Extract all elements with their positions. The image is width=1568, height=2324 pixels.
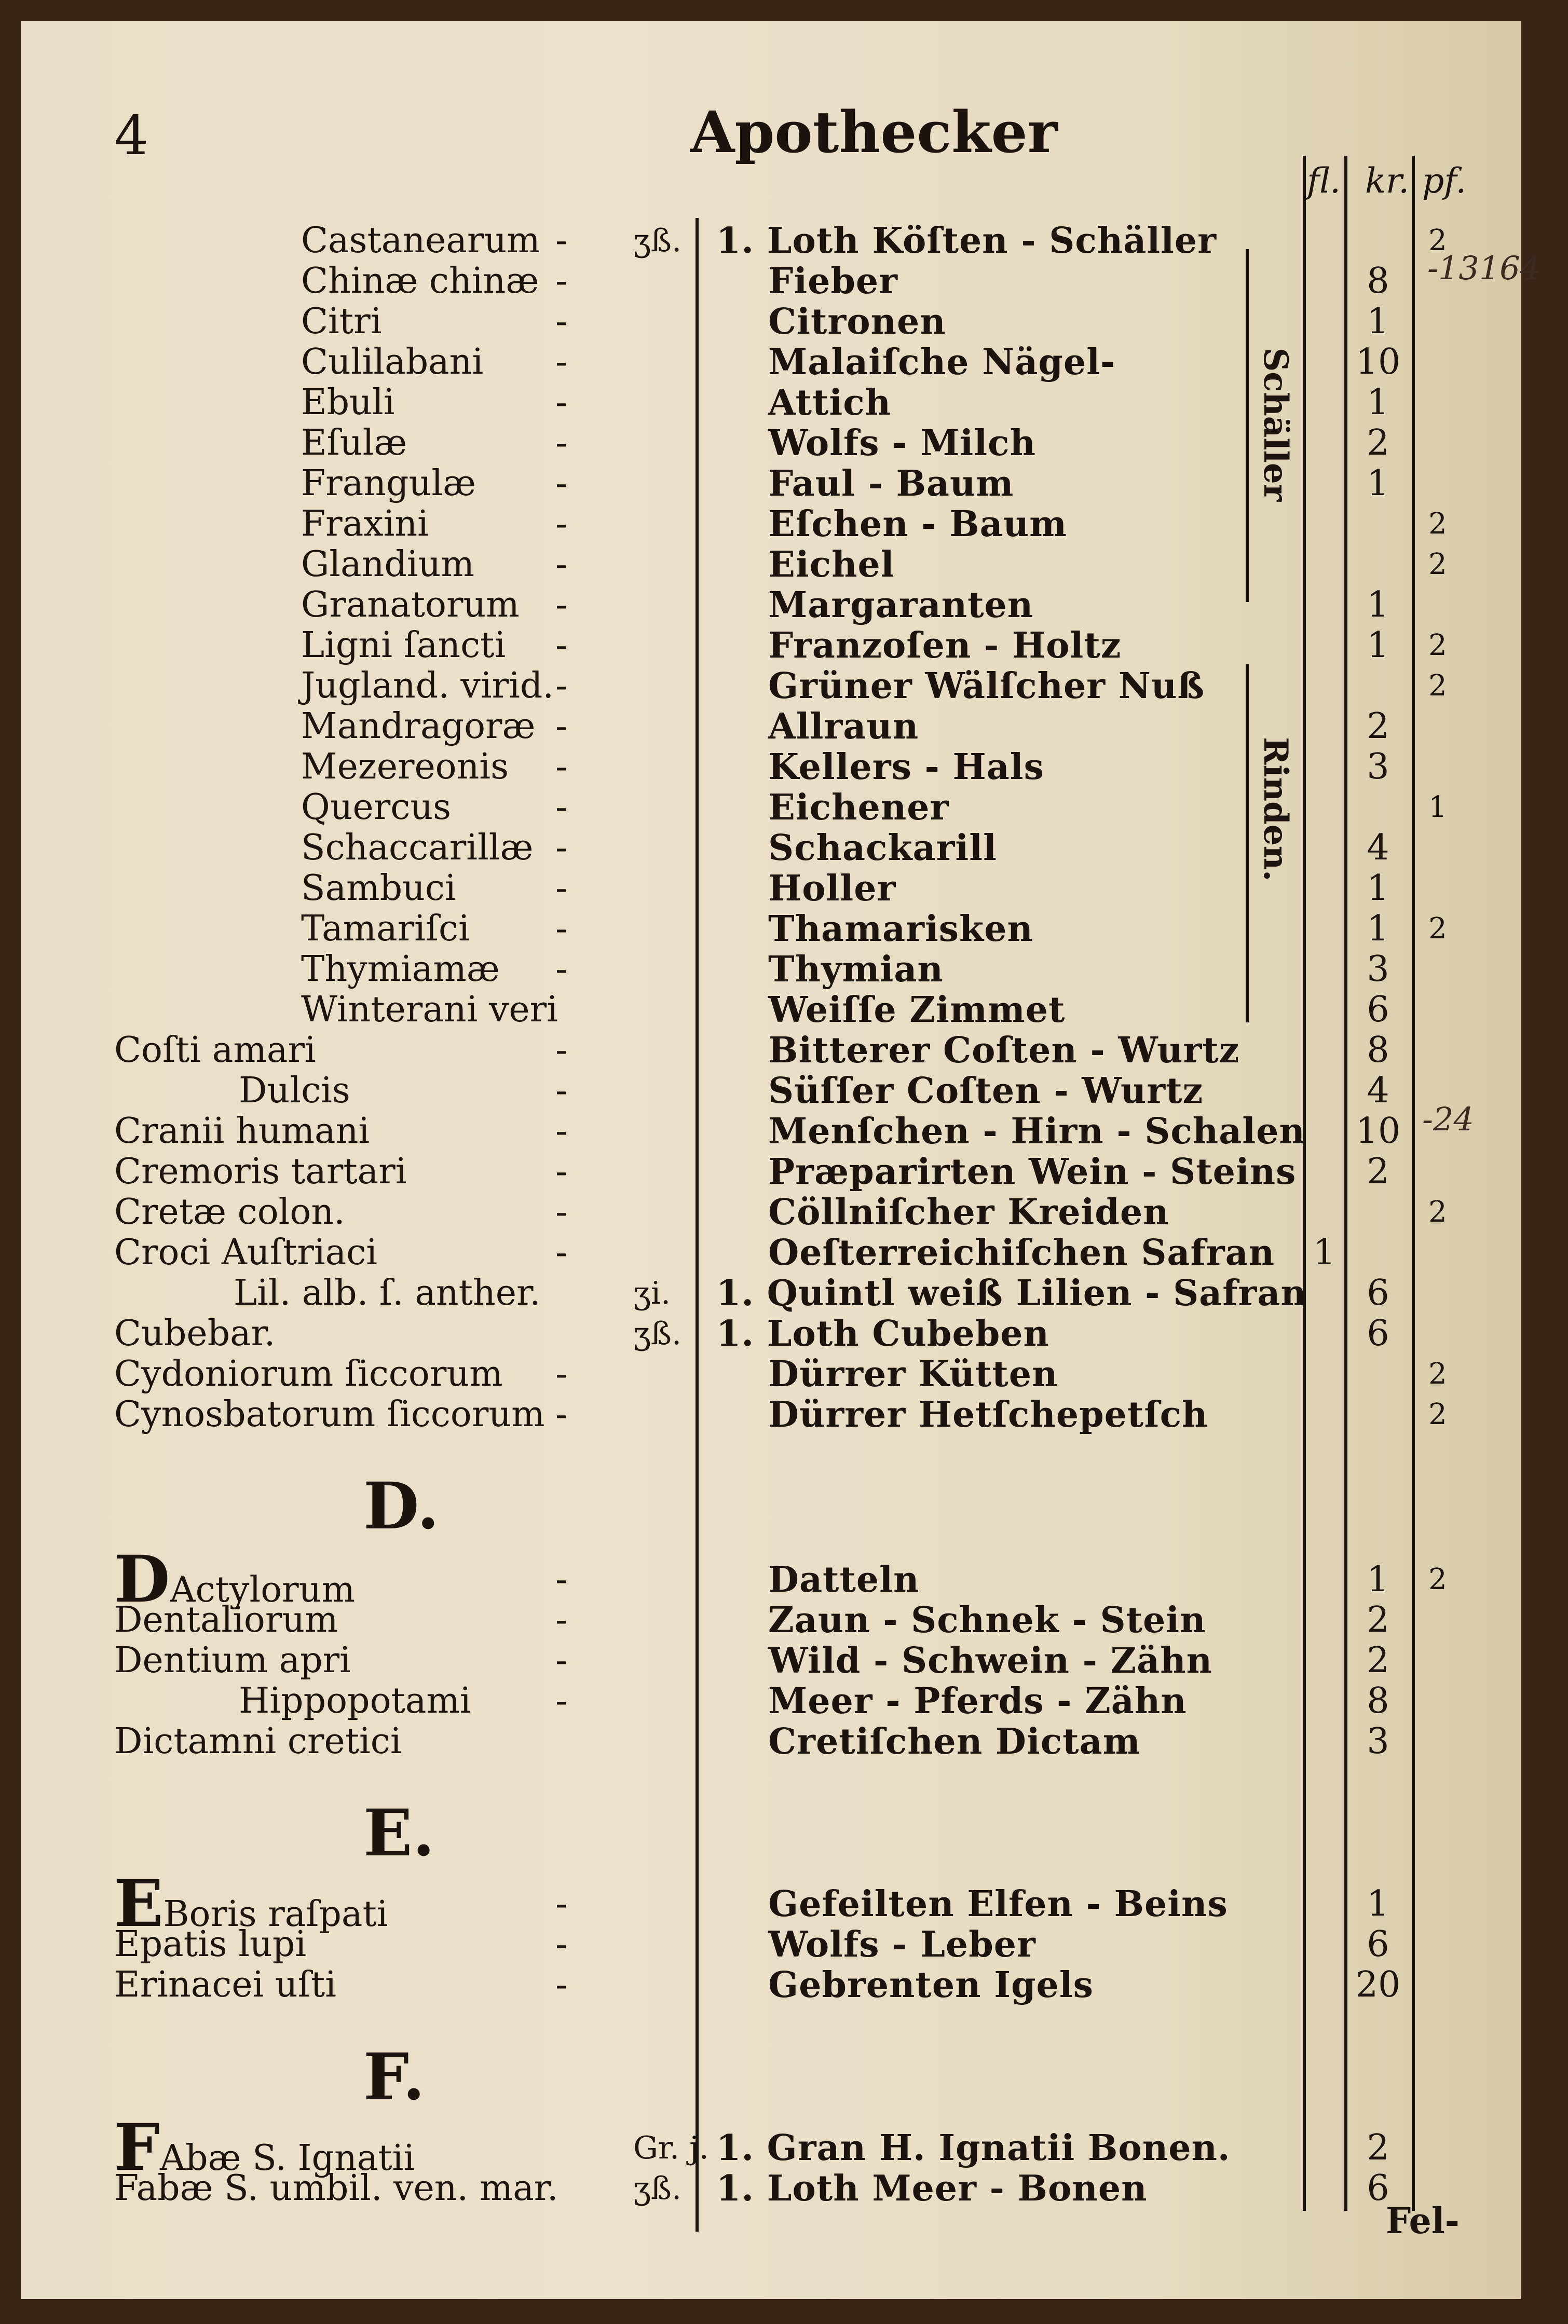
column-head-fl: fl. xyxy=(1307,161,1341,201)
latin-name: Culilabani xyxy=(301,341,484,382)
book-page xyxy=(21,21,1541,2299)
german-name: Eichener xyxy=(768,787,949,828)
latin-name: Fabæ S. umbil. ven. mar. xyxy=(114,2168,558,2209)
list-item: Granatorum - Margaranten 1 xyxy=(21,585,1521,625)
section-heading-d: D. xyxy=(363,1469,440,1544)
german-name: Allraun xyxy=(768,706,919,747)
german-name: Thamarisken xyxy=(768,908,1033,950)
list-item: Culilabani - Malaiſche Nägel- 10 xyxy=(21,342,1521,382)
list-item xyxy=(21,990,1521,1030)
page-number: 4 xyxy=(114,104,149,167)
latin-name: Dentaliorum xyxy=(114,1600,338,1641)
latin-name: Cydoniorum ſiccorum xyxy=(114,1354,503,1395)
latin-name: Actylorum xyxy=(170,1569,355,1610)
german-name: Citronen xyxy=(768,301,946,343)
latin-name: Cranii humani xyxy=(114,1111,370,1152)
latin-name: Dentium apri xyxy=(114,1640,351,1681)
list-item: Cremoris tartari - Præparirten Wein - Steins 2 xyxy=(21,1152,1521,1192)
price-pf: 2 xyxy=(1428,1357,1447,1391)
handwritten-note: -24 xyxy=(1422,1100,1474,1138)
german-name: Gefeilten Elfen - Beins xyxy=(768,1883,1228,1925)
latin-name: Cretæ colon. xyxy=(114,1192,345,1233)
latin-name: Tamariſci xyxy=(301,908,470,949)
list-item: Mandragoræ - Allraun 2 xyxy=(21,706,1521,747)
latin-name: Mandragoræ xyxy=(301,706,536,747)
price-kr: 1 xyxy=(1367,1883,1389,1924)
price-fl: 1 xyxy=(1313,1232,1336,1273)
list-item: Glandium - Eichel 2 xyxy=(21,544,1521,585)
list-item: Frangulæ - Faul - Baum 1 xyxy=(21,463,1521,504)
list-item: Chinæ chinæ - Fieber 8 xyxy=(21,261,1521,302)
price-kr: 1 xyxy=(1367,625,1389,666)
column-head-pf: pf. xyxy=(1422,161,1467,201)
latin-name: Fraxini xyxy=(301,503,429,544)
latin-name: Coſti amari xyxy=(114,1030,316,1071)
price-pf: 1 xyxy=(1428,790,1447,824)
german-name: Meer - Pferds - Zähn xyxy=(768,1680,1187,1722)
german-name: Wolfs - Leber xyxy=(768,1924,1036,1965)
price-pf: 2 xyxy=(1428,628,1447,662)
price-kr: 6 xyxy=(1367,1924,1389,1965)
latin-name: Eſulæ xyxy=(301,422,407,463)
price-pf: 2 xyxy=(1428,1563,1447,1596)
german-name: Attich xyxy=(768,382,892,423)
list-item: Citri - Citronen 1 xyxy=(21,302,1521,342)
price-pf: 2 xyxy=(1428,1398,1447,1431)
german-name: 1. Loth Meer - Bonen xyxy=(716,2168,1148,2209)
brace-label-schaeller: Schäller xyxy=(1256,348,1295,502)
latin-name: Jugland. virid. xyxy=(301,665,554,706)
german-name: Gebrenten Igels xyxy=(768,1964,1094,2006)
list-item: Erinacei uſti - Gebrenten Igels 20 xyxy=(21,1965,1521,2005)
quantity: ʒi. xyxy=(633,1275,671,1311)
running-head: Apothecker xyxy=(690,99,1058,166)
list-item: Castanearum - ʒß. 1. Loth Köſten - Schäller 2 xyxy=(21,221,1521,261)
price-kr: 6 xyxy=(1367,989,1389,1030)
latin-name: Granatorum xyxy=(301,584,520,625)
german-name: Wild - Schwein - Zähn xyxy=(768,1640,1213,1682)
price-kr: 6 xyxy=(1367,1273,1389,1314)
list-item: Ligni ſancti - Franzoſen - Holtz 1 2 xyxy=(21,625,1521,666)
german-name: Wolfs - Milch xyxy=(768,422,1036,464)
latin-name: Ebuli xyxy=(301,382,395,423)
price-pf: 2 xyxy=(1428,912,1447,946)
list-item: Fraxini - Eſchen - Baum 2 xyxy=(21,504,1521,544)
price-kr: 1 xyxy=(1367,463,1389,504)
latin-name: Chinæ chinæ xyxy=(301,261,539,302)
german-name: Weiſſe Zimmet xyxy=(768,989,1066,1031)
price-kr: 20 xyxy=(1355,1964,1401,2005)
quantity: ʒß. xyxy=(633,1316,682,1352)
german-name: Franzoſen - Holtz xyxy=(768,625,1122,666)
latin-name: Ligni ſancti xyxy=(301,625,506,666)
list-item: Sambuci - Holler 1 xyxy=(21,868,1521,909)
german-name: Faul - Baum xyxy=(768,463,1014,504)
german-name: 1. Gran H. Ignatii Bonen. xyxy=(716,2127,1231,2169)
latin-name: Mezereonis xyxy=(301,746,509,787)
price-kr: 8 xyxy=(1367,1680,1389,1721)
list-item: Tamariſci - Thamarisken 1 2 xyxy=(21,909,1521,949)
latin-name: Cremoris tartari xyxy=(114,1151,407,1192)
price-kr: 1 xyxy=(1367,301,1389,342)
price-kr: 2 xyxy=(1367,1640,1389,1681)
german-name: Zaun - Schnek - Stein xyxy=(768,1600,1206,1641)
list-item: Dentaliorum - Zaun - Schnek - Stein 2 xyxy=(21,1600,1521,1641)
german-name: Oeſterreichiſchen Safran xyxy=(768,1232,1275,1274)
price-kr: 6 xyxy=(1367,2168,1389,2209)
list-item xyxy=(21,1314,1521,1354)
list-item: Cretæ colon. - Cöllniſcher Kreiden 2 xyxy=(21,1192,1521,1233)
latin-name: Cynosbatorum ſiccorum xyxy=(114,1394,545,1435)
drop-initial: F xyxy=(114,2110,160,2185)
price-kr: 2 xyxy=(1367,1600,1389,1641)
list-item: Dentium apri - Wild - Schwein - Zähn 2 xyxy=(21,1641,1521,1681)
german-name: 1. Loth Köſten - Schäller xyxy=(716,220,1217,262)
latin-name: Epatis lupi xyxy=(114,1924,307,1965)
price-kr: 2 xyxy=(1367,706,1389,747)
price-kr: 1 xyxy=(1367,868,1389,909)
latin-name: Citri xyxy=(301,301,382,342)
german-name: Menſchen - Hirn - Schalen xyxy=(768,1111,1305,1152)
list-item xyxy=(21,1273,1521,1314)
list-item: Cynosbatorum ſiccorum - Dürrer Hetſchepetſch 2 xyxy=(21,1395,1521,1435)
price-pf: 2 xyxy=(1428,224,1447,257)
column-head-kr: kr. xyxy=(1365,161,1410,201)
quantity: ʒß. xyxy=(633,223,682,259)
price-kr: 10 xyxy=(1355,341,1401,382)
german-name: Eſchen - Baum xyxy=(768,503,1068,545)
list-item: Coſti amari - Bitterer Coſten - Wurtz 8 xyxy=(21,1030,1521,1071)
latin-name: Frangulæ xyxy=(301,463,476,504)
list-item: Epatis lupi - Wolfs - Leber 6 xyxy=(21,1924,1521,1965)
german-name: Cöllniſcher Kreiden xyxy=(768,1192,1169,1233)
german-name: Margaranten xyxy=(768,584,1034,626)
handwritten-note: -13164 xyxy=(1427,249,1541,287)
list-item: Ebuli - Attich 1 xyxy=(21,382,1521,423)
list-item: Mezereonis - Kellers - Hals 3 xyxy=(21,747,1521,787)
list-item: Cranii humani - Menſchen - Hirn - Schalen 10 xyxy=(21,1111,1521,1152)
list-item: Hippopotami - Meer - Pferds - Zähn 8 xyxy=(21,1681,1521,1721)
list-item xyxy=(21,2110,1521,2185)
section-heading-f: F. xyxy=(363,2040,425,2115)
list-item: Jugland. virid. - Grüner Wälſcher Nuß 2 xyxy=(21,666,1521,706)
latin-name: Winterani veri xyxy=(301,989,558,1030)
german-name: Kellers - Hals xyxy=(768,746,1044,788)
list-item: Quercus - Eichener 1 xyxy=(21,787,1521,828)
list-item: Dulcis - Süſſer Coſten - Wurtz 4 xyxy=(21,1071,1521,1111)
list-item: EBoris raſpati - Gefeilten Elfen - Beins 1 xyxy=(21,1884,1521,1924)
price-kr: 6 xyxy=(1367,1313,1389,1354)
quantity: ʒß. xyxy=(633,2170,682,2207)
latin-name: Hippopotami xyxy=(239,1680,471,1721)
german-name: Grüner Wälſcher Nuß xyxy=(768,665,1205,707)
list-item: Thymiamæ - Thymian 3 xyxy=(21,949,1521,990)
price-kr: 2 xyxy=(1367,1151,1389,1192)
latin-name: Croci Auſtriaci xyxy=(114,1232,377,1273)
price-pf: 2 xyxy=(1428,1195,1447,1229)
price-kr: 2 xyxy=(1367,2127,1389,2168)
list-item xyxy=(21,2168,1521,2209)
german-name: Datteln xyxy=(768,1559,920,1601)
catchword: Fel- xyxy=(1386,2200,1460,2242)
drop-initial: E xyxy=(114,1866,163,1942)
latin-name: Glandium xyxy=(301,544,474,585)
price-kr: 2 xyxy=(1367,422,1389,463)
price-pf: 2 xyxy=(1428,548,1447,581)
price-kr: 4 xyxy=(1367,827,1389,868)
price-kr: 3 xyxy=(1367,949,1389,990)
german-name: Holler xyxy=(768,868,896,909)
brace-label-rinden: Rinden. xyxy=(1256,737,1295,882)
latin-name: Lil. alb. ſ. anther. xyxy=(234,1273,541,1314)
list-item: Schaccarillæ - Schackarill 4 xyxy=(21,828,1521,868)
german-name: Cretiſchen Dictam xyxy=(768,1721,1141,1762)
german-name: Præparirten Wein - Steins xyxy=(768,1151,1297,1193)
list-item: Eſulæ - Wolfs - Milch 2 xyxy=(21,423,1521,463)
list-item: DActylorum - Datteln 1 2 xyxy=(21,1560,1521,1600)
latin-name: Sambuci xyxy=(301,868,456,909)
price-kr: 10 xyxy=(1355,1111,1401,1152)
price-kr: 8 xyxy=(1367,1030,1389,1071)
german-name: Malaiſche Nägel- xyxy=(768,341,1116,383)
price-pf: 2 xyxy=(1428,669,1447,703)
price-kr: 4 xyxy=(1367,1070,1389,1111)
price-kr: 1 xyxy=(1367,908,1389,949)
german-name: 1. Loth Cubeben xyxy=(716,1313,1049,1355)
latin-name: Thymiamæ xyxy=(301,949,500,990)
latin-name: Dictamni cretici xyxy=(114,1721,402,1762)
quantity: Gr. j. xyxy=(633,2130,709,2166)
section-heading-e: E. xyxy=(363,1796,435,1871)
latin-name: Castanearum xyxy=(301,220,540,261)
german-name: Dürrer Hetſchepetſch xyxy=(768,1394,1208,1436)
price-kr: 1 xyxy=(1367,382,1389,423)
german-name: Bitterer Coſten - Wurtz xyxy=(768,1030,1240,1071)
price-kr: 3 xyxy=(1367,1721,1389,1762)
price-pf: 2 xyxy=(1428,507,1447,541)
german-name: Thymian xyxy=(768,949,944,990)
latin-name: Abæ S. Ignatii xyxy=(160,2138,415,2179)
price-kr: 1 xyxy=(1367,1559,1389,1600)
german-name: Schackarill xyxy=(768,827,997,869)
latin-name: Erinacei uſti xyxy=(114,1964,336,2005)
latin-name: Quercus xyxy=(301,787,452,828)
price-kr: 3 xyxy=(1367,746,1389,787)
price-kr: 8 xyxy=(1367,261,1389,302)
german-name: Dürrer Kütten xyxy=(768,1354,1058,1395)
german-name: 1. Quintl weiß Lilien - Safran xyxy=(716,1273,1307,1314)
price-kr: 1 xyxy=(1367,584,1389,625)
german-name: Fieber xyxy=(768,261,898,302)
list-item xyxy=(21,1721,1521,1762)
latin-name: Dulcis xyxy=(239,1070,350,1111)
german-name: Eichel xyxy=(768,544,895,585)
latin-name: Boris raſpati xyxy=(163,1894,388,1935)
list-item: Cydoniorum ſiccorum - Dürrer Kütten 2 xyxy=(21,1354,1521,1395)
latin-name: Cubebar. xyxy=(114,1313,276,1354)
latin-name: Schaccarillæ xyxy=(301,827,534,868)
list-item: Croci Auſtriaci - Oeſterreichiſchen Safran 1 xyxy=(114,1232,1336,1274)
german-name: Süſſer Coſten - Wurtz xyxy=(768,1070,1204,1112)
drop-initial: D xyxy=(114,1542,170,1617)
